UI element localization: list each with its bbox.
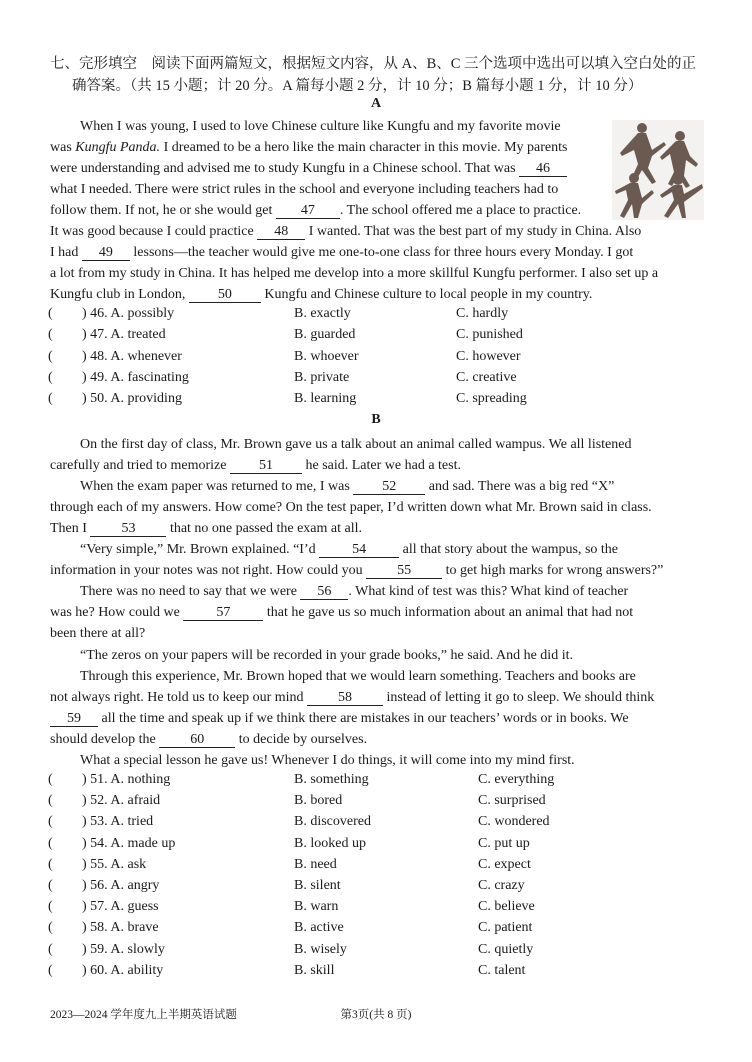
blank-52[interactable]: 52 — [353, 479, 425, 495]
answer-paren[interactable]: ( — [48, 835, 53, 851]
line-text: information in your notes was not right. How could you — [50, 563, 367, 578]
passageA-line — [50, 263, 658, 284]
question-option-a: ) 57. A. guess — [82, 899, 159, 915]
question-option-c: C. quietly — [478, 941, 534, 957]
page-number: 第3页(共 8 页) — [340, 1009, 412, 1021]
question-option-a: ) 56. A. angry — [82, 878, 160, 893]
question-option-a: ) 60. A. ability — [82, 962, 164, 978]
question-option-b: B. something — [294, 772, 369, 787]
question-option-a: ) 55. A. ask — [82, 856, 147, 872]
line-text: was — [50, 140, 76, 155]
passageA-line — [50, 221, 641, 242]
question-option-a: ) 51. A. nothing — [82, 772, 171, 787]
blank-60[interactable]: 60 — [159, 732, 235, 748]
line-text: Kungfu club in London, — [50, 287, 189, 302]
answer-paren[interactable]: ( — [48, 941, 53, 957]
line-text: was he? How could we — [50, 605, 184, 620]
passageA-line — [50, 242, 633, 263]
line-text: There was no need to say that we were — [80, 584, 301, 599]
line-text: When I was young, I used to love Chinese culture like Kungfu and my favorite movie — [80, 119, 561, 134]
line-text: been there at all? — [50, 626, 146, 641]
footer-title: 2023—2024 学年度九上半期英语试题 — [50, 1009, 237, 1021]
question-option-a: ) 46. A. possibly — [82, 306, 175, 321]
passageB-line — [50, 687, 654, 708]
passageA-line — [50, 284, 592, 305]
question-option-c: C. punished — [456, 327, 523, 343]
answer-paren[interactable]: ( — [48, 856, 53, 872]
blank-59[interactable]: 59 — [50, 711, 98, 727]
line-text: were understanding and advised me to study Kungfu in a Chinese school. That was — [50, 161, 520, 176]
question-option-c: C. crazy — [478, 878, 525, 893]
question-option-a: ) 49. A. fascinating — [82, 369, 189, 385]
passage-b-label: B — [371, 412, 381, 427]
line-text: I had — [50, 245, 82, 260]
question-option-b: B. bored — [294, 793, 343, 809]
blank-46[interactable]: 46 — [519, 161, 567, 177]
line-text: all the time and speak up if we think there are mistakes in our teachers’ words or in books. We — [98, 711, 629, 726]
line-text: all that story about the wampus, so the — [399, 542, 619, 557]
question-option-c: C. creative — [456, 369, 517, 385]
line-text: to get high marks for wrong answers?” — [442, 563, 664, 578]
question-option-a: ) 58. A. brave — [82, 920, 159, 936]
question-option-c: C. hardly — [456, 306, 509, 321]
question-option-b: B. need — [294, 856, 337, 872]
line-text: he said. Later we had a test. — [301, 458, 461, 473]
line-text: I dreamed to be a hero like the main character in this movie. My parents — [160, 140, 568, 155]
line-text: that he gave us so much information about an animal that had not — [263, 605, 634, 620]
question-option-b: B. wisely — [294, 941, 347, 957]
blank-48[interactable]: 48 — [257, 224, 305, 240]
answer-paren[interactable]: ( — [48, 369, 53, 385]
blank-54[interactable]: 54 — [319, 542, 399, 558]
question-option-a: ) 53. A. tried — [82, 814, 154, 830]
passageB-line — [80, 581, 628, 602]
passageB-line — [80, 645, 573, 666]
passageA-line — [50, 200, 581, 221]
question-option-c: C. talent — [478, 962, 526, 978]
blank-47[interactable]: 47 — [276, 203, 340, 219]
passageB-line — [50, 455, 461, 476]
answer-paren[interactable]: ( — [48, 962, 53, 978]
answer-paren[interactable]: ( — [48, 306, 53, 321]
blank-53[interactable]: 53 — [90, 521, 166, 537]
blank-49[interactable]: 49 — [82, 245, 130, 261]
passageA-line — [50, 137, 567, 158]
section-instructions: 确答案。（共 15 小题；计 20 分。A 篇每小题 2 分，计 10 分；B 篇每小题 1 分，计 10 分） — [72, 78, 643, 94]
line-text: “The zeros on your papers will be recorded in your grade books,” he said. And he did it. — [80, 648, 573, 663]
answer-paren[interactable]: ( — [48, 348, 53, 364]
blank-55[interactable]: 55 — [366, 563, 442, 579]
passageA-line — [50, 158, 567, 179]
line-text: I wanted. That was the best part of my study in China. Also — [305, 224, 642, 239]
passageB-line — [80, 476, 614, 497]
line-text: should develop the — [50, 732, 160, 747]
line-text: that no one passed the exam at all. — [166, 521, 362, 536]
passageA-line — [50, 179, 558, 200]
movie-title: Kungfu Panda. — [75, 140, 161, 155]
passageB-line — [50, 708, 629, 729]
passageB-line — [50, 623, 145, 644]
line-text: “Very simple,” Mr. Brown explained. “I’d — [80, 542, 320, 557]
line-text: . What kind of test was this? What kind of teacher — [348, 584, 629, 599]
question-option-b: B. private — [294, 369, 350, 385]
line-text: carefully and tried to memorize — [50, 458, 230, 473]
question-option-b: B. silent — [294, 878, 341, 893]
passageB-line — [50, 602, 633, 623]
blank-50[interactable]: 50 — [189, 287, 261, 303]
question-option-c: C. expect — [478, 856, 531, 872]
line-text: What a special lesson he gave us! Whenever I do things, it will come into my mind first. — [80, 753, 575, 768]
line-text: When the exam paper was returned to me, I was — [80, 479, 354, 494]
answer-paren[interactable]: ( — [48, 920, 53, 936]
question-option-b: B. discovered — [294, 814, 371, 830]
line-text: On the first day of class, Mr. Brown gave us a talk about an animal called wampus. We all listened — [80, 437, 632, 452]
blank-58[interactable]: 58 — [307, 690, 383, 706]
line-text: Kungfu and Chinese culture to local people in my country. — [260, 287, 593, 302]
question-option-a: ) 59. A. slowly — [82, 941, 165, 957]
question-option-c: C. patient — [478, 920, 533, 936]
question-option-b: B. skill — [294, 962, 335, 978]
blank-56[interactable]: 56 — [300, 584, 348, 600]
line-text: It was good because I could practice — [50, 224, 258, 239]
question-option-b: B. active — [294, 920, 344, 936]
line-text: follow them. If not, he or she would get — [50, 203, 276, 218]
question-option-b: B. warn — [294, 899, 339, 915]
line-text: not always right. He told us to keep our mind — [50, 690, 308, 705]
question-option-c: C. believe — [478, 899, 535, 915]
answer-paren[interactable]: ( — [48, 772, 53, 787]
question-option-a: ) 48. A. whenever — [82, 348, 182, 364]
kungfu-illustration — [612, 120, 704, 220]
blank-51[interactable]: 51 — [230, 458, 302, 474]
line-text: to decide by ourselves. — [235, 732, 368, 747]
passageA-line — [80, 116, 561, 137]
question-option-c: C. spreading — [456, 391, 527, 407]
line-text: Then I — [50, 521, 91, 536]
blank-57[interactable]: 57 — [183, 605, 263, 621]
question-option-b: B. guarded — [294, 327, 356, 343]
question-option-a: ) 47. A. treated — [82, 327, 166, 343]
question-option-a: ) 52. A. afraid — [82, 793, 161, 809]
line-text: and sad. There was a big red “X” — [425, 479, 615, 494]
passageB-line — [80, 666, 636, 687]
answer-paren[interactable]: ( — [48, 814, 53, 830]
question-option-c: C. everything — [478, 772, 555, 787]
passageB-line — [80, 434, 631, 455]
question-option-c: C. surprised — [478, 793, 546, 809]
line-text: what I needed. There were strict rules in the school and everyone including teachers had to — [50, 182, 559, 197]
line-text: Through this experience, Mr. Brown hoped that we would learn something. Teachers and books are — [80, 669, 636, 684]
passageB-line — [50, 560, 663, 581]
answer-paren[interactable]: ( — [48, 327, 53, 343]
question-option-c: C. however — [456, 348, 521, 364]
question-option-c: C. wondered — [478, 814, 550, 830]
line-text: through each of my answers. How come? On the test paper, I’d written down what Mr. Brown said in class. — [50, 500, 652, 515]
question-option-a: ) 50. A. providing — [82, 391, 182, 407]
question-option-a: ) 54. A. made up — [82, 835, 176, 851]
section-title: 七、完形填空 阅读下面两篇短文，根据短文内容，从 A、B、C 三个选项中选出可以填入空白处的正 — [50, 56, 697, 72]
line-text: . The school offered me a place to practice. — [339, 203, 582, 218]
passageB-line — [50, 729, 367, 750]
line-text: a lot from my study in China. It has helped me develop into a more skillful Kungfu performer. I also set up a — [50, 266, 659, 281]
question-option-b: B. looked up — [294, 835, 366, 851]
line-text: instead of letting it go to sleep. We should think — [383, 690, 655, 705]
question-option-b: B. whoever — [294, 348, 359, 364]
answer-paren[interactable]: ( — [48, 793, 53, 809]
answer-paren[interactable]: ( — [48, 878, 53, 893]
passageB-line — [80, 539, 618, 560]
question-option-b: B. exactly — [294, 306, 351, 321]
passageB-line — [50, 497, 652, 518]
answer-paren[interactable]: ( — [48, 899, 53, 915]
passageB-line — [80, 750, 575, 771]
line-text: lessons—the teacher would give me one-to-one class for three hours every Monday. I got — [129, 245, 634, 260]
passage-a-label: A — [370, 96, 382, 111]
question-option-c: C. put up — [478, 835, 530, 851]
question-option-b: B. learning — [294, 391, 357, 407]
passageB-line — [50, 518, 362, 539]
answer-paren[interactable]: ( — [48, 391, 53, 407]
